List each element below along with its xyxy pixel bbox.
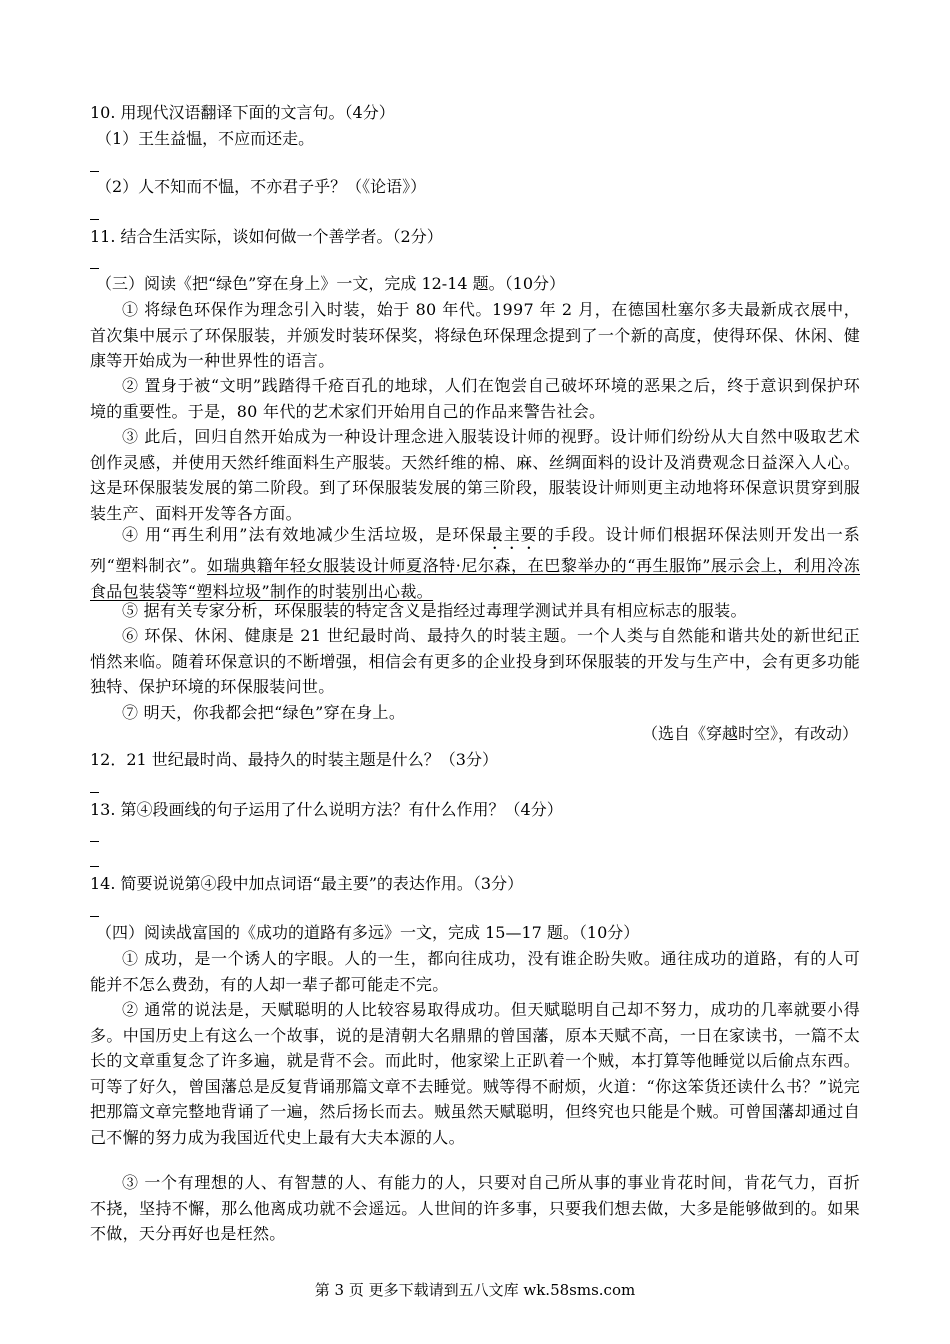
- answer-blank[interactable]: [90, 219, 99, 220]
- section3-paragraph-1: ① 将绿色环保作为理念引入时装，始于 80 年代。1997 年 2 月，在德国杜塞尔多夫最新成衣展中，首次集中展示了环保服装，并颁发时装环保奖，将绿色环保理念提到了一个新的高度，使得环保、休闲、健康等开始成为一种世界性的语言。: [90, 300, 860, 370]
- answer-blank[interactable]: [90, 866, 99, 867]
- q10-title: 10. 用现代汉语翻译下面的文言句。（4分）: [90, 103, 395, 122]
- q10-item-1: （1）王生益愠，不应而还走。: [96, 129, 315, 148]
- section4-paragraph-2: ② 通常的说法是，天赋聪明的人比较容易取得成功。但天赋聪明自己却不努力，成功的几率就要小得多。中国历史上有这么一个故事，说的是清朝大名鼎鼎的曾国藩，原本天赋不高，一日在家读书，一篇不太长的文章重复念了许多遍，就是背不会。而此时，他家梁上正趴着一个贼，本打算等他睡觉以后偷点东西。可等了好久，曾国藩总是反复背诵那篇文章不去睡觉。贼等得不耐烦，火道：“你这笨货还读什么书？”说完把那篇文章完整地背诵了一遍，然后扬长而去。贼虽然天赋聪明，但终究也只能是个贼。可曾国藩却通过自己不懈的努力成为我国近代史上最有大夫本源的人。: [90, 1000, 860, 1147]
- answer-blank[interactable]: [90, 792, 99, 793]
- section4-paragraph-3: ③ 一个有理想的人、有智慧的人、有能力的人，只要对自己所从事的事业肯花时间，肯花气力，百折不挠，坚持不懈，那么他离成功就不会遥远。人世间的许多事，只要我们想去做，大多是能够做到的。如果不做，天分再好也是枉然。: [90, 1173, 860, 1243]
- q12-title: 12．21 世纪最时尚、最持久的时装主题是什么？（3分）: [90, 750, 498, 769]
- answer-blank[interactable]: [90, 916, 99, 917]
- section3-paragraph-6: ⑥ 环保、休闲、健康是 21 世纪最时尚、最持久的时装主题。一个人类与自然能和谐共处的新世纪正悄然来临。随着环保意识的不断增强，相信会有更多的企业投身到环保服装的开发与生产中，会有更多功能独特、保护环境的环保服装问世。: [90, 626, 860, 696]
- section3-paragraph-2: ② 置身于被“文明”践踏得千疮百孔的地球，人们在饱尝自己破坏环境的恶果之后，终于意识到保护环境的重要性。于是，80 年代的艺术家们开始用自己的作品来警告社会。: [90, 376, 860, 421]
- section3-paragraph-5: ⑤ 据有关专家分析，环保服装的特定含义是指经过毒理学测试并具有相应标志的服装。: [122, 601, 747, 620]
- section4-paragraph-1: ① 成功，是一个诱人的字眼。人的一生，都向往成功，没有谁企盼失败。通往成功的道路，有的人可能并不怎么费劲，有的人却一辈子都可能走不完。: [90, 949, 860, 994]
- q11-title: 11. 结合生活实际，谈如何做一个善学者。（2分）: [90, 227, 443, 246]
- section3-heading: （三）阅读《把“绿色”穿在身上》一文，完成 12-14 题。（10分）: [96, 274, 566, 293]
- section3-paragraph-4: [90, 522, 860, 604]
- source-note: （选自《穿越时空》，有改动）: [641, 724, 858, 743]
- p4-text-a: ④ 用“再生利用”法有效地减少生活垃圾，是环保: [122, 525, 487, 544]
- dotted-word: 最主要: [486, 525, 538, 544]
- q13-title: 13. 第④段画线的句子运用了什么说明方法？有什么作用？（4分）: [90, 800, 563, 819]
- answer-blank[interactable]: [90, 841, 99, 842]
- page-footer: 第 3 页 更多下载请到五八文库 wk.58sms.com: [314, 1281, 636, 1299]
- answer-blank[interactable]: [90, 171, 99, 172]
- section3-paragraph-3: ③ 此后，回归自然开始成为一种设计理念进入服装设计师的视野。设计师们纷纷从大自然中吸取艺术创作灵感，并使用天然纤维面料生产服装。天然纤维的棉、麻、丝绸面料的设计及消费观念日益深入人心。这是环保服装发展的第二阶段。到了环保服装发展的第三阶段，服装设计师则更主动地将环保意识贯穿到服装生产、面料开发等各方面。: [90, 427, 860, 523]
- answer-blank[interactable]: [90, 268, 99, 269]
- q10-item-2: （2）人不知而不愠，不亦君子乎？（《论语》）: [96, 177, 427, 196]
- section3-paragraph-7: ⑦ 明天，你我都会把“绿色”穿在身上。: [122, 703, 406, 722]
- underlined-sentence: 如瑞典籍年轻女服装设计师夏洛特·尼尔森，在巴黎举办的“再生服饰”展示会上，利用冷冻食品包装袋等“塑料垃圾”制作的时装别出心裁。: [90, 556, 860, 601]
- p4-text-b: 的手段。设计师们根据环保法则开发出一系列“塑料制衣”。: [90, 525, 861, 575]
- q14-title: 14. 简要说说第④段中加点词语“最主要”的表达作用。（3分）: [90, 874, 524, 893]
- section4-heading: （四）阅读战富国的《成功的道路有多远》一文，完成 15—17 题。（10分）: [96, 923, 640, 942]
